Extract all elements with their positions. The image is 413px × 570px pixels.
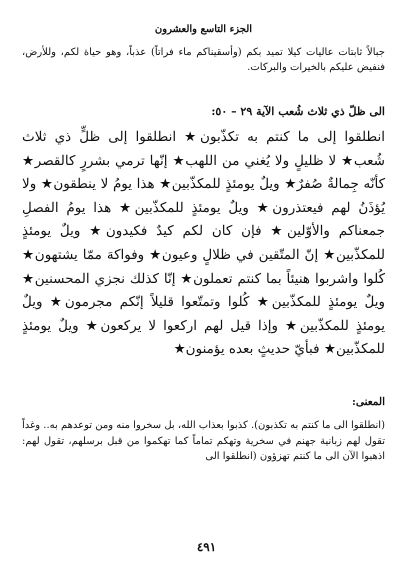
intro-paragraph: جبالاً ثابتات عاليات كيلا تميد بكم (وأسقيناكم ماء فراتاً) عذباً، وهو حياة لكم، وللأرض، فنفيض عليكم بالخيرات والبركات.	[22, 47, 385, 73]
commentary-paragraph: (انطلقوا الى ما كنتم به تكذبون). كذبوا بعذاب الله، بل سخروا منه ومن توعدهم به.. وغداً تقول لهم زبانية جهنم في سخرية وتهكم تماماً كما تهكموا من قبل برسلهم، تقول لهم: اذهبوا الآن الى ما كنتم تهزؤون (انطلقوا الى	[22, 419, 385, 463]
quran-verses: انطلقوا إلى ما كنتم به تكذّبون★ انطلقوا إلى ظلٍّ ذي ثلاث شُعب★ لا ظليلٍ ولا يُغني من اللهب★ إنّها ترمي بشررٍ كالقصر★ كأنّه جِمالةٌ صُفرٌ★ ويلٌ يومئذٍ للمكذّبين★ هذا يومُ لا ينطقون★ ولا يُؤذَنُ لهم فيعتذرون★ ويلٌ يومئذٍ للمكذّبين★ هذا يومُ الفصلِ جمعناكم والأوّلين★ فإن كان لكم كيدٌ فكيدون★ ويلٌ يومئذٍ للمكذّبين★ إنّ المتّقين في ظلالٍ وعيون★ وفواكهَ ممّا يشتهون★ كُلوا واشربوا هنيئاً بما كنتم تعملون★ إنّا كذلك نجزي المحسنين★ ويلٌ يومئذٍ للمكذّبين★ كُلوا وتمتّعوا قليلاً إنّكم مجرمون★ ويلٌ يومئذٍ للمكذّبين★ وإذا قيل لهم اركعوا لا يركعون★ ويلٌ يومئذٍ للمكذّبين★ فبأيّ حديثٍ بعده يؤمنون★	[22, 129, 385, 358]
section-title: الى ظلّ ذي ثلاث شُعب الآية ٢٩ – ٥٠:	[211, 105, 385, 118]
page-number: ٤٩١	[196, 540, 217, 554]
page-header: الجزء التاسع والعشرون	[154, 24, 253, 35]
meaning-label: المعنى:	[351, 395, 385, 408]
